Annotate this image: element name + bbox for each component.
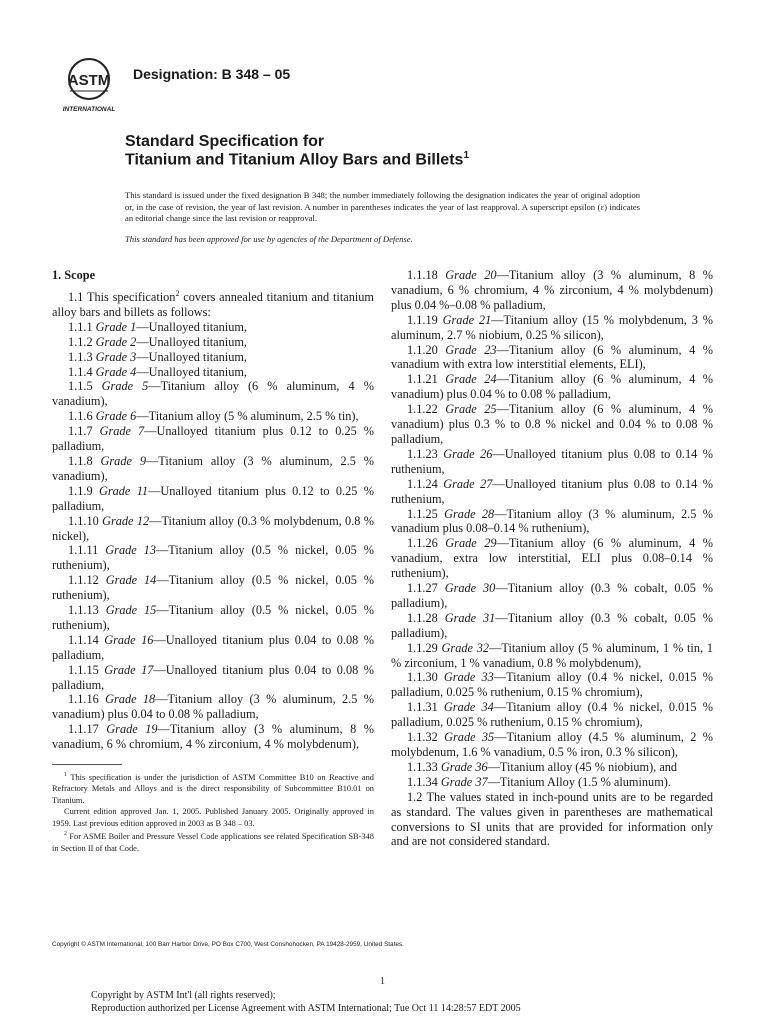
grade-description: —Titanium alloy (5 % aluminum, 2.5 % tin), xyxy=(136,409,359,424)
grade-description: —Titanium alloy (3 % aluminum, 2.5 % vanadium) plus 0.04 to 0.08 % palladium, xyxy=(52,692,374,722)
grade-item xyxy=(52,633,374,663)
license-line-2: Reproduction authorized per License Agreement with ASTM International; Tue Oct 11 14:28:57 EDT 2005 xyxy=(91,1003,521,1014)
grade-item xyxy=(391,313,713,343)
grade-number: 1.1.4 xyxy=(68,364,93,379)
grade-number: 1.1.33 xyxy=(407,759,438,774)
grade-item xyxy=(52,692,374,722)
grade-name: Grade 26 xyxy=(443,446,493,461)
grade-item xyxy=(52,379,374,409)
left-column xyxy=(52,268,374,752)
grade-number: 1.1.13 xyxy=(68,603,99,618)
grade-name: Grade 37 xyxy=(440,774,488,789)
grade-name: Grade 13 xyxy=(105,543,156,558)
grade-number: 1.1.7 xyxy=(68,424,93,439)
grade-name: Grade 9 xyxy=(100,453,146,468)
astm-logo xyxy=(60,55,122,115)
grade-number: 1.1.32 xyxy=(407,730,438,745)
footnote-1b: Current edition approved Jan. 1, 2005. Published January 2005. Originally approved in 1959. Last previous edition approved in 2003 as B 348 – 03. xyxy=(52,807,374,828)
grade-item xyxy=(52,663,374,693)
grade-name: Grade 31 xyxy=(444,610,496,625)
grade-number: 1.1.14 xyxy=(68,632,99,647)
grade-item xyxy=(391,447,713,477)
grade-item xyxy=(391,477,713,507)
title-text: Titanium and Titanium Alloy Bars and Billets xyxy=(125,151,464,169)
grade-name: Grade 33 xyxy=(443,670,494,685)
paragraph-text: covers annealed titanium and titanium alloy bars and billets as follows: xyxy=(52,290,374,319)
grade-description: —Titanium alloy (15 % molybdenum, 3 % aluminum, 2.7 % niobium, 0.25 % silicon), xyxy=(391,312,713,342)
grade-description: —Titanium alloy (6 % aluminum, 4 % vanadium) plus 0.04 % to 0.08 % palladium, xyxy=(391,372,714,402)
grade-description: —Titanium alloy (0.5 % nickel, 0.05 % ruthenium), xyxy=(52,573,375,603)
astm-logo-icon xyxy=(60,55,122,115)
page-number: 1 xyxy=(380,976,385,987)
grade-list-left xyxy=(52,320,374,752)
grade-name: Grade 3 xyxy=(95,349,137,364)
title-footnote-mark: 1 xyxy=(463,150,469,161)
footnote-divider xyxy=(52,764,122,765)
grade-item xyxy=(391,507,713,537)
grade-name: Grade 18 xyxy=(105,692,156,707)
grade-description: —Titanium alloy (6 % aluminum, 4 % vanadium), xyxy=(52,379,374,409)
grade-number: 1.1.20 xyxy=(407,342,438,357)
copyright-line: Copyright © ASTM International, 100 Barr Harbor Drive, PO Box C700, West Conshohocken, PA 19428-2959, United States. xyxy=(52,941,404,948)
grade-name: Grade 2 xyxy=(95,334,137,349)
grade-number: 1.1.25 xyxy=(407,506,438,521)
grade-number: 1.1.34 xyxy=(407,774,438,789)
grade-item xyxy=(391,581,713,611)
grade-description: —Unalloyed titanium, xyxy=(136,334,247,349)
grade-name: Grade 6 xyxy=(95,409,137,424)
grade-number: 1.1.8 xyxy=(68,453,93,468)
grade-name: Grade 20 xyxy=(445,268,497,282)
grade-description: —Titanium alloy (3 % aluminum, 2.5 % vanadium), xyxy=(52,453,374,483)
grade-description: —Unalloyed titanium, xyxy=(136,319,247,334)
grade-description: —Titanium alloy (0.5 % nickel, 0.05 % ruthenium), xyxy=(52,543,374,573)
grade-description: —Titanium alloy (0.5 % nickel, 0.05 % ruthenium), xyxy=(52,603,375,632)
grade-number: 1.1.31 xyxy=(407,700,438,715)
grade-name: Grade 35 xyxy=(444,730,495,745)
grade-name: Grade 7 xyxy=(99,424,145,439)
grade-description: —Unalloyed titanium plus 0.04 to 0.08 % palladium, xyxy=(52,662,375,692)
grade-description: —Unalloyed titanium, xyxy=(136,364,247,379)
grade-item xyxy=(52,514,374,544)
grade-description: —Titanium alloy (3 % aluminum, 8 % vanadium, 6 % chromium, 4 % zirconium, 4 % molybdenum), xyxy=(52,722,375,752)
grade-number: 1.1.18 xyxy=(407,268,438,282)
grade-description: —Titanium alloy (6 % aluminum, 4 % vanadium with extra low interstitial elements, ELI), xyxy=(391,342,714,372)
footnote-text: For ASME Boiler and Pressure Vessel Code applications see related Specification SB-348 in Section II of that Code. xyxy=(52,832,374,853)
grade-item xyxy=(391,611,713,641)
grade-item xyxy=(52,573,374,603)
grade-number: 1.1.15 xyxy=(68,662,99,677)
footnotes xyxy=(52,770,374,854)
grade-description: —Titanium alloy (0.3 % cobalt, 0.05 % palladium), xyxy=(391,581,714,610)
grade-item xyxy=(52,722,374,752)
paragraph-1-2: 1.2 The values stated in inch-pound units are to be regarded as standard. The values given in parentheses are mathematical conversions to SI units that are provided for information only and are not considered standard. xyxy=(391,789,713,849)
grade-description: —Titanium Alloy (1.5 % aluminum). xyxy=(487,774,671,789)
grade-item xyxy=(391,268,713,313)
grade-number: 1.1.2 xyxy=(68,334,93,349)
grade-name: Grade 15 xyxy=(105,603,157,618)
grade-description: —Titanium alloy (45 % niobium), and xyxy=(487,759,678,774)
grade-description: —Titanium alloy (0.4 % nickel, 0.015 % palladium, 0.025 % ruthenium, 0.15 % chromium), xyxy=(391,670,713,700)
logo-subtext: INTERNATIONAL xyxy=(62,106,116,113)
logo-text: ASTM xyxy=(67,72,111,89)
grade-item xyxy=(391,775,713,790)
footnote-2 xyxy=(52,829,374,854)
grade-description: —Titanium alloy (5 % aluminum, 1 % tin, 1 % zirconium, 1 % vanadium, 0.8 % molybdenum), xyxy=(391,640,713,670)
grade-name: Grade 23 xyxy=(445,342,497,357)
grade-number: 1.1.23 xyxy=(407,446,438,461)
grade-name: Grade 36 xyxy=(440,759,488,774)
grade-number: 1.1.17 xyxy=(68,722,99,737)
paragraph-1-1 xyxy=(52,287,374,320)
grade-description: —Titanium alloy (3 % aluminum, 2.5 % vanadium plus 0.08–0.14 % ruthenium), xyxy=(391,506,713,536)
grade-name: Grade 14 xyxy=(105,573,157,588)
grade-number: 1.1.6 xyxy=(68,409,93,424)
grade-description: —Unalloyed titanium plus 0.04 to 0.08 % palladium, xyxy=(52,632,375,662)
grade-item xyxy=(52,424,374,454)
grade-number: 1.1.22 xyxy=(407,402,438,417)
footnote-mark: 1 xyxy=(64,772,67,778)
grade-item xyxy=(391,760,713,775)
grade-name: Grade 19 xyxy=(106,722,158,737)
grade-description: —Titanium alloy (0.4 % nickel, 0.015 % palladium, 0.025 % ruthenium, 0.15 % chromium), xyxy=(391,700,713,730)
grade-name: Grade 5 xyxy=(101,379,149,394)
grade-name: Grade 11 xyxy=(98,483,149,498)
grade-item xyxy=(52,320,374,335)
grade-item xyxy=(391,536,713,581)
grade-item xyxy=(52,335,374,350)
grade-name: Grade 21 xyxy=(442,312,492,327)
grade-number: 1.1.1 xyxy=(68,319,93,334)
license-line-1: Copyright by ASTM Int'l (all rights reserved); xyxy=(91,990,276,1001)
grade-number: 1.1.26 xyxy=(407,536,438,551)
grade-name: Grade 29 xyxy=(445,536,497,551)
grade-item xyxy=(52,603,374,633)
section-heading: 1. Scope xyxy=(52,268,96,282)
grade-item xyxy=(52,454,374,484)
footnote-1 xyxy=(52,770,374,806)
grade-item xyxy=(52,484,374,514)
grade-number: 1.1.12 xyxy=(68,573,99,588)
grade-number: 1.1.10 xyxy=(68,513,99,528)
title-line-2 xyxy=(125,150,469,169)
grade-number: 1.1.3 xyxy=(68,349,93,364)
grade-item xyxy=(391,402,713,447)
grade-item xyxy=(52,409,374,424)
grade-item xyxy=(52,350,374,365)
grade-name: Grade 16 xyxy=(104,632,154,647)
grade-number: 1.1.19 xyxy=(407,312,438,327)
grade-name: Grade 12 xyxy=(102,513,150,528)
grade-number: 1.1.27 xyxy=(407,581,438,596)
grade-item xyxy=(52,543,374,573)
grade-description: —Titanium alloy (4.5 % aluminum, 2 % molybdenum, 1.6 % vanadium, 0.5 % iron, 0.3 % silicon), xyxy=(391,730,713,759)
grade-description: —Unalloyed titanium plus 0.12 to 0.25 % palladium, xyxy=(52,483,374,513)
grade-number: 1.1.24 xyxy=(407,476,438,491)
grade-name: Grade 24 xyxy=(445,372,497,387)
grade-list-right xyxy=(391,268,713,790)
footnote-mark: 2 xyxy=(64,831,67,838)
grade-item xyxy=(391,700,713,730)
grade-description: —Titanium alloy (6 % aluminum, 4 % vanadium) plus 0.3 % to 0.8 % nickel and 0.04 % to 0.08 % palladium, xyxy=(391,402,714,446)
grade-number: 1.1.11 xyxy=(68,543,99,558)
grade-item xyxy=(391,730,713,760)
grade-description: —Unalloyed titanium plus 0.08 to 0.14 % ruthenium, xyxy=(391,446,714,476)
grade-number: 1.1.28 xyxy=(407,610,438,625)
grade-description: —Titanium alloy (3 % aluminum, 8 % vanadium, 6 % chromium, 4 % zirconium, 4 % molybdenum) plus 0.04 %–0.08 % palladium, xyxy=(391,268,714,312)
grade-name: Grade 34 xyxy=(443,700,494,715)
grade-item xyxy=(52,365,374,380)
grade-description: —Titanium alloy (6 % aluminum, 4 % vanadium, extra low interstitial, ELI plus 0.08–0.14 % ruthenium), xyxy=(391,536,714,581)
title-line-1: Standard Specification for xyxy=(125,133,325,150)
footnote-text: This specification is under the jurisdiction of ASTM Committee B10 on Reactive and Refractory Metals and Alloys and is the direct responsibility of Subcommittee B10.01 on Titanium. xyxy=(52,772,374,805)
grade-item xyxy=(391,670,713,700)
grade-name: Grade 4 xyxy=(95,364,137,379)
grade-name: Grade 32 xyxy=(441,640,490,655)
dod-approval-note: This standard has been approved for use by agencies of the Department of Defense. xyxy=(125,234,413,244)
grade-number: 1.1.21 xyxy=(407,372,438,387)
grade-name: Grade 17 xyxy=(104,662,154,677)
grade-item xyxy=(391,372,713,402)
grade-description: —Titanium alloy (0.3 % cobalt, 0.05 % palladium), xyxy=(391,610,714,640)
grade-description: —Titanium alloy (0.3 % molybdenum, 0.8 % nickel), xyxy=(52,513,374,543)
paragraph-text: 1.1 This specification xyxy=(68,290,176,304)
grade-item xyxy=(391,641,713,671)
grade-item xyxy=(391,343,713,373)
grade-description: —Unalloyed titanium plus 0.08 to 0.14 % ruthenium, xyxy=(391,476,714,506)
grade-number: 1.1.29 xyxy=(407,640,438,655)
grade-name: Grade 27 xyxy=(443,476,493,491)
grade-number: 1.1.9 xyxy=(68,483,93,498)
grade-description: —Unalloyed titanium, xyxy=(136,349,247,364)
grade-name: Grade 30 xyxy=(444,581,496,596)
grade-number: 1.1.16 xyxy=(68,692,99,707)
grade-number: 1.1.30 xyxy=(407,670,438,685)
right-column xyxy=(391,268,713,849)
grade-number: 1.1.5 xyxy=(68,379,93,394)
grade-name: Grade 25 xyxy=(445,402,497,417)
grade-description: —Unalloyed titanium plus 0.12 to 0.25 % palladium, xyxy=(52,424,374,454)
issuance-note: This standard is issued under the fixed designation B 348; the number immediately following the designation indicates the year of original adoption or, in the case of revision, the year of last revision. A number in parentheses indicates the year of last reapproval. A superscript epsilon (ε) indicates an editorial change since the last revision or reapproval. xyxy=(125,190,640,223)
grade-name: Grade 28 xyxy=(444,506,495,521)
designation: Designation: B 348 – 05 xyxy=(133,66,291,82)
footnote-mark: 2 xyxy=(175,288,180,298)
grade-name: Grade 1 xyxy=(95,319,137,334)
